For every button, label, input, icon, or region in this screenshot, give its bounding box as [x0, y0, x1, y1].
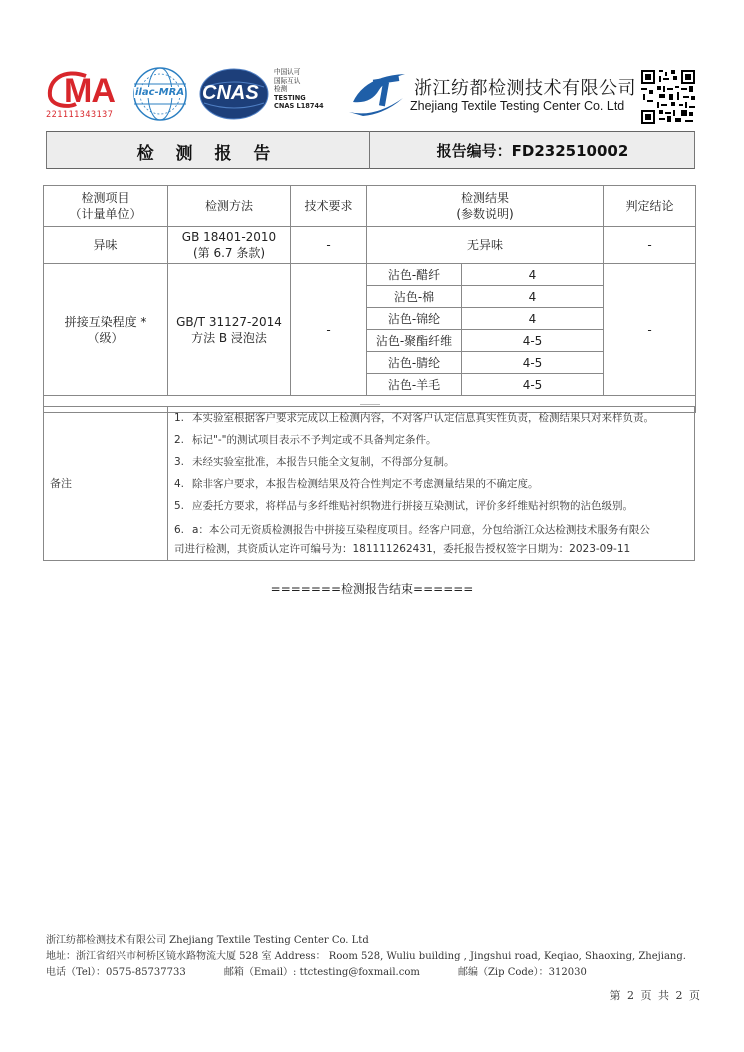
- note-text: 未经实验室批准，本报告只能全文复制，不得部分复制。: [192, 456, 455, 468]
- notes-divider: [167, 406, 168, 561]
- staining-value: 4-5: [462, 330, 604, 352]
- notes-label: 备注: [50, 477, 72, 490]
- note-text: a：本公司无资质检测报告中拼接互染程度项目。经客户同意，分包给浙江众达检测技术服务有限公: [192, 524, 650, 536]
- odor-result: 无异味: [367, 227, 604, 264]
- staining-method: [168, 264, 291, 396]
- note-text: 司进行检测，其资质认定许可编号为：181111262431，委托报告授权签字日期为：2023-09-11: [174, 543, 631, 555]
- footer-company: 浙江纺都检测技术有限公司 Zhejiang Textile Testing Center Co. Ltd: [46, 935, 369, 946]
- qr-code: [641, 70, 695, 124]
- note-text: 除非客户要求，本报告检测结果及符合性判定不考虑测量结果的不确定度。: [192, 478, 539, 490]
- staining-value: 4: [462, 264, 604, 286]
- page-indicator: 第 2 页 共 2 页: [609, 989, 700, 1002]
- note-item: [174, 521, 690, 539]
- staining-item-unit: （级）: [87, 330, 124, 345]
- footer-address: 地址：浙江省绍兴市柯桥区镜水路物流大厦 528 室 Address： Room 528, Wuliu building , Jingshui road, Keqiao, Shaoxing, Zhejiang.: [46, 951, 686, 962]
- report-title: 检 测 报 告: [136, 144, 279, 164]
- odor-conclusion: -: [604, 227, 696, 264]
- odor-method-clause: (第 6.7 条款): [192, 246, 266, 260]
- note-text: 本实验室根据客户要求完成以上检测内容，不对客户认定信息真实性负责，检测结果只对来样负责。: [192, 412, 654, 424]
- cnas-logo: [198, 67, 270, 121]
- staining-conclusion: -: [604, 264, 696, 396]
- cnas-caption-line: CNAS L18744: [274, 102, 324, 110]
- header-result-note: (参数说明): [456, 207, 514, 221]
- staining-param: 沾色-锦纶: [367, 308, 462, 330]
- report-end-marker: =======检测报告结束======: [270, 582, 474, 596]
- spacer-divider: [360, 404, 380, 405]
- company-name-en: Zhejiang Textile Testing Center Co. Ltd: [410, 99, 625, 113]
- header-result-label: 检测结果: [460, 191, 509, 205]
- odor-item: 异味: [44, 227, 168, 264]
- note-item: [174, 453, 690, 471]
- ilac-logo-text: ilac-MRA: [135, 87, 185, 98]
- note-number: 6.: [174, 524, 185, 536]
- ilac-mra-logo: [130, 66, 190, 122]
- table-header-row: [44, 186, 696, 227]
- results-table: [43, 185, 696, 413]
- staining-item-label: 拼接互染程度 *: [64, 314, 147, 329]
- cnas-logo-text: CNAS: [202, 82, 259, 104]
- table-row-staining: [44, 264, 696, 286]
- cma-logo-text: MA: [64, 72, 115, 110]
- note-number: 4.: [174, 478, 185, 490]
- odor-method: [168, 227, 291, 264]
- staining-param: 沾色-棉: [367, 286, 462, 308]
- ttc-emblem-icon: [345, 68, 413, 118]
- cma-logo: [46, 70, 126, 122]
- staining-value: 4: [462, 286, 604, 308]
- note-item: [174, 475, 690, 493]
- odor-method-standard: GB 18401-2010: [181, 230, 277, 244]
- staining-method-name: 方法 B 浸泡法: [191, 330, 267, 345]
- staining-param: 沾色-聚酯纤维: [367, 330, 462, 352]
- header-item: [44, 186, 168, 227]
- report-number: 报告编号：FD232510002: [436, 142, 629, 160]
- cnas-caption-line: 检测: [274, 85, 288, 93]
- header-item-label: 检测项目: [81, 191, 130, 205]
- staining-requirement: -: [291, 264, 367, 396]
- note-number: 2.: [174, 434, 185, 446]
- note-number: 1.: [174, 412, 185, 424]
- staining-param: 沾色-醋纤: [367, 264, 462, 286]
- header-method: 检测方法: [168, 186, 291, 227]
- header-result: [367, 186, 604, 227]
- cma-number: 221111343137: [46, 110, 114, 120]
- qr-code-icon: [641, 70, 695, 124]
- note-item: [174, 431, 690, 449]
- cnas-caption: [274, 68, 346, 111]
- footer-contact: 电话（Tel）：0575-85737733 邮箱（Email）: ttctesting@foxmail.com 邮编（Zip Code）：312030: [46, 967, 587, 978]
- staining-method-standard: GB/T 31127-2014: [176, 314, 282, 329]
- staining-value: 4-5: [462, 374, 604, 396]
- staining-value: 4: [462, 308, 604, 330]
- cnas-caption-line: 中国认可: [274, 68, 301, 76]
- staining-param: 沾色-羊毛: [367, 374, 462, 396]
- cnas-caption-line: TESTING: [274, 93, 306, 102]
- header-requirement: 技术要求: [291, 186, 367, 227]
- staining-value: 4-5: [462, 352, 604, 374]
- note-item-continued: [174, 540, 690, 558]
- company-name-cn: 浙江纺都检测技术有限公司: [414, 78, 636, 99]
- company-logo: [345, 68, 413, 118]
- note-number: 3.: [174, 456, 185, 468]
- note-number: 5.: [174, 500, 185, 512]
- staining-item: [44, 264, 168, 396]
- header-conclusion: 判定结论: [604, 186, 696, 227]
- header-item-unit: （计量单位）: [69, 207, 142, 221]
- cnas-caption-line: 国际互认: [274, 76, 301, 85]
- staining-param: 沾色-腈纶: [367, 352, 462, 374]
- table-row-odor: [44, 227, 696, 264]
- note-item: [174, 409, 690, 427]
- note-item: [174, 497, 690, 515]
- note-text: 应委托方要求，将样品与多纤维贴衬织物进行拼接互染测试，评价多纤维贴衬织物的沾色级别。: [192, 500, 633, 512]
- odor-requirement: -: [291, 227, 367, 264]
- note-text: 标记"-"的测试项目表示不予判定或不具备判定条件。: [192, 434, 437, 446]
